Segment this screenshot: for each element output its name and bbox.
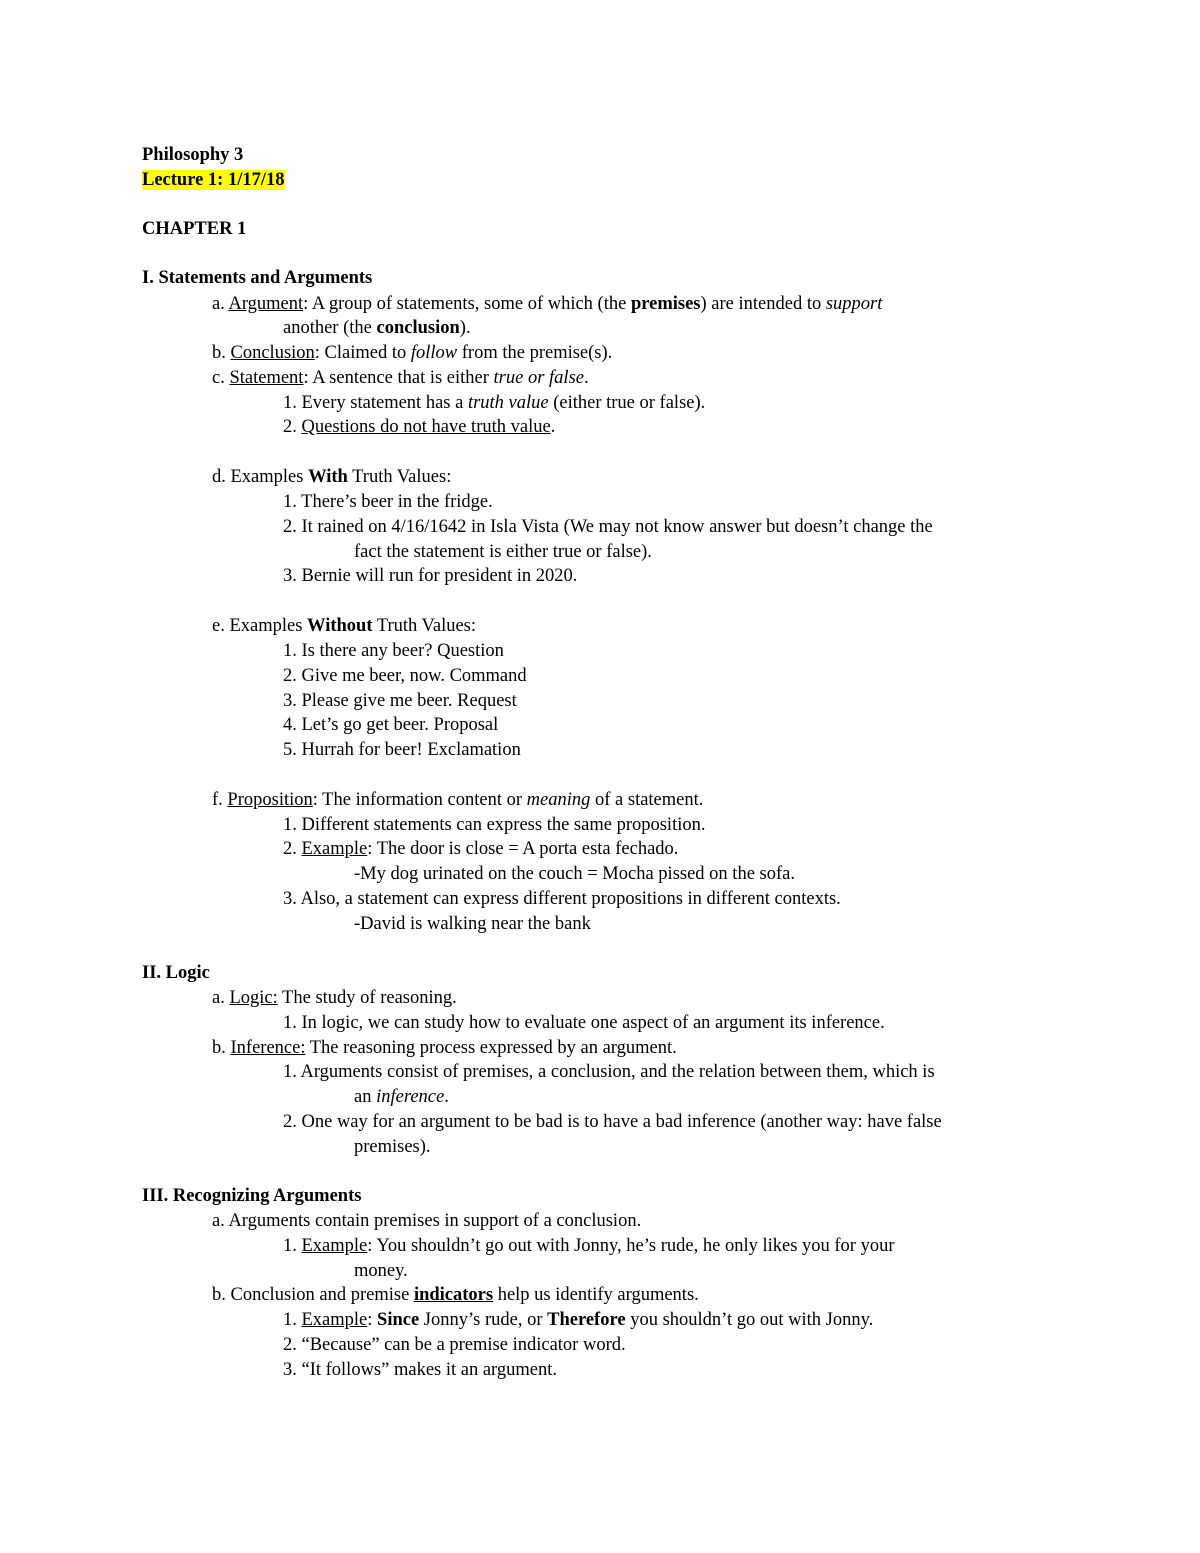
list-item: 1. Different statements can express the same proposition. [283, 815, 706, 835]
list-item-cont: money. [354, 1261, 408, 1281]
term-inference: Inference: [230, 1038, 306, 1058]
section-heading-statements-arguments: I. Statements and Arguments [142, 268, 373, 288]
term-logic: Logic: [229, 988, 278, 1008]
list-item: 2. “Because” can be a premise indicator word. [283, 1335, 626, 1355]
list-item-cont: premises). [354, 1137, 431, 1157]
list-item: 2. Example: The door is close = A porta esta fechado. [283, 839, 679, 859]
lecture-date-highlight: Lecture 1: 1/17/18 [142, 170, 285, 190]
examples-without-heading: e. Examples Without Truth Values: [212, 616, 477, 636]
list-item-cont: fact the statement is either true or false). [354, 542, 652, 562]
definition-conclusion: b. Conclusion: Claimed to follow from the premise(s). [212, 343, 613, 363]
list-item-example: -David is walking near the bank [354, 914, 591, 934]
definition-argument: a. Argument: A group of statements, some of which (the premises) are intended to support [212, 294, 883, 314]
list-item: 2. Give me beer, now. Command [283, 666, 527, 686]
term-statement: Statement [229, 368, 304, 388]
list-item: 1. Example: Since Jonny’s rude, or Therefore you shouldn’t go out with Jonny. [283, 1310, 874, 1330]
list-item: 1. Example: You shouldn’t go out with Jonny, he’s rude, he only likes you for your [283, 1236, 895, 1256]
section-heading-logic: II. Logic [142, 963, 210, 983]
list-item: 3. Also, a statement can express different propositions in different contexts. [283, 889, 841, 909]
term-conclusion: Conclusion [230, 343, 315, 363]
examples-with-heading: d. Examples With Truth Values: [212, 467, 452, 487]
list-item: a. Arguments contain premises in support of a conclusion. [212, 1211, 642, 1231]
list-item-cont: an inference. [354, 1087, 449, 1107]
definition-argument-cont: another (the conclusion). [283, 318, 471, 338]
list-item: 3. Bernie will run for president in 2020. [283, 566, 578, 586]
list-item: 2. Questions do not have truth value. [283, 417, 556, 437]
definition-proposition: f. Proposition: The information content or meaning of a statement. [212, 790, 704, 810]
list-item: 1. Is there any beer? Question [283, 641, 504, 661]
list-item: 3. “It follows” makes it an argument. [283, 1360, 558, 1380]
list-item: 1. Every statement has a truth value (either true or false). [283, 393, 706, 413]
definition-indicators: b. Conclusion and premise indicators help us identify arguments. [212, 1285, 699, 1305]
list-item: 4. Let’s go get beer. Proposal [283, 715, 499, 735]
list-item: 2. It rained on 4/16/1642 in Isla Vista (We may not know answer but doesn’t change the [283, 517, 933, 537]
list-item: 3. Please give me beer. Request [283, 691, 517, 711]
section-heading-recognizing-arguments: III. Recognizing Arguments [142, 1186, 362, 1206]
list-item: 2. One way for an argument to be bad is to have a bad inference (another way: have false [283, 1112, 942, 1132]
list-item: 5. Hurrah for beer! Exclamation [283, 740, 521, 760]
definition-statement: c. Statement: A sentence that is either true or false. [212, 368, 589, 388]
term-indicators: indicators [413, 1285, 494, 1305]
course-title: Philosophy 3 [142, 145, 244, 165]
list-item: 1. Arguments consist of premises, a conclusion, and the relation between them, which is [283, 1062, 935, 1082]
definition-inference: b. Inference: The reasoning process expressed by an argument. [212, 1038, 677, 1058]
term-argument: Argument [228, 294, 304, 314]
list-item: 1. There’s beer in the fridge. [283, 492, 493, 512]
definition-logic: a. Logic: The study of reasoning. [212, 988, 457, 1008]
list-item-example: -My dog urinated on the couch = Mocha pissed on the sofa. [354, 864, 795, 884]
chapter-heading: CHAPTER 1 [142, 219, 247, 239]
list-item: 1. In logic, we can study how to evaluate one aspect of an argument its inference. [283, 1013, 885, 1033]
term-proposition: Proposition [227, 790, 313, 810]
lecture-date [142, 168, 285, 192]
